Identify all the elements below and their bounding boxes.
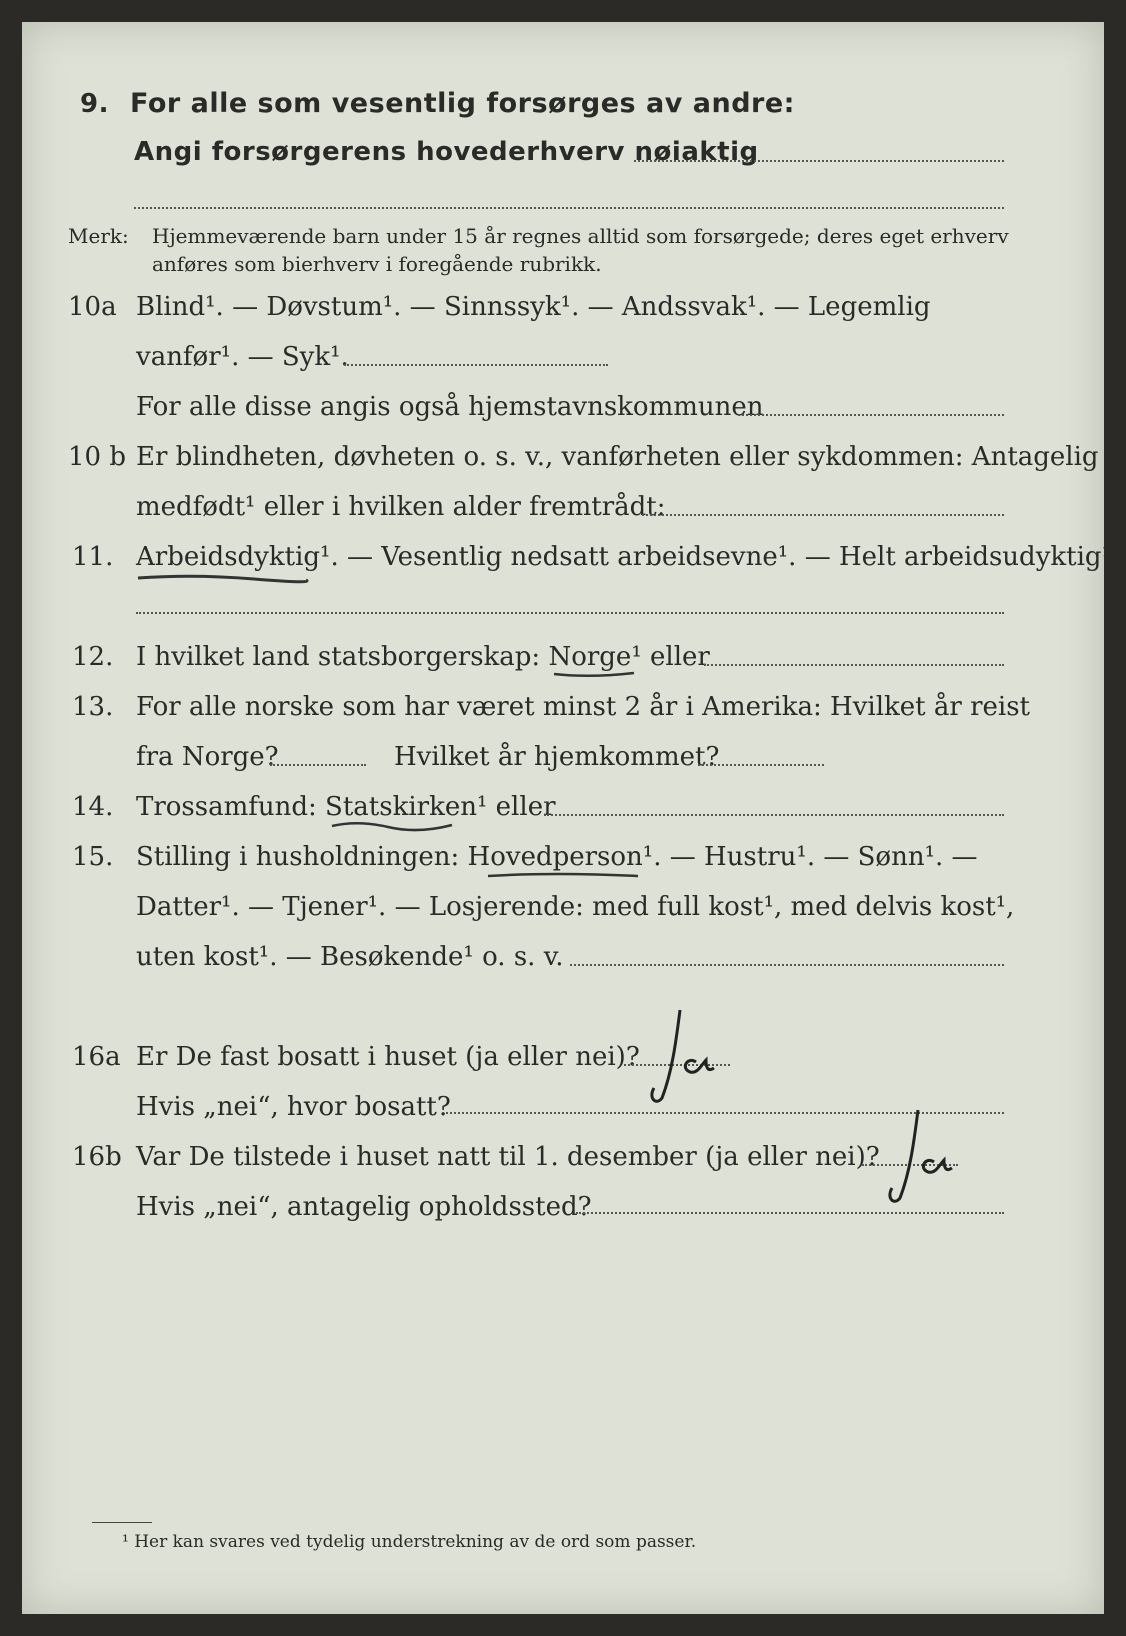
q10b-number: 10 b (68, 442, 126, 472)
q10b-text-1: Er blindheten, døvheten o. s. v., vanførheten eller sykdommen: Antagelig (136, 442, 1099, 472)
q14-number: 14. (72, 792, 114, 822)
q9-answer-line (634, 160, 1004, 162)
q10b-answer-line (642, 514, 1004, 516)
q16b-handwritten-answer (858, 1102, 968, 1212)
q10a-kommune-line (738, 414, 1004, 416)
q16a-text-1: Er De fast bosatt i huset (ja eller nei)? (136, 1042, 640, 1072)
q15-text-3: uten kost¹. — Besøkende¹ o. s. v. (136, 942, 564, 972)
q9-answer-line-2 (134, 207, 1004, 209)
q11-underline-mark (134, 570, 314, 590)
footnote: ¹ Her kan svares ved tydelig understrekning av de ord som passer. (122, 1532, 697, 1552)
q11-text: Arbeidsdyktig¹. — Vesentlig nedsatt arbeidsevne¹. — Helt arbeidsudyktig¹. (136, 542, 1121, 572)
merk-label: Merk: (68, 224, 129, 248)
q16b-number: 16b (72, 1142, 122, 1172)
q14-answer-line (544, 814, 1004, 816)
footnote-rule (92, 1522, 152, 1523)
q10a-text-3: For alle disse angis også hjemstavnskommunen (136, 392, 764, 422)
q15-underline-mark (484, 868, 644, 884)
q12-number: 12. (72, 642, 114, 672)
q10a-text-2: vanfør¹. — Syk¹. (136, 342, 349, 372)
q16b-opholdssted-line (576, 1212, 1004, 1214)
q13-number: 13. (72, 692, 114, 722)
q9-heading: For alle som vesentlig forsørges av andre: (130, 88, 795, 119)
q9-label: Angi forsørgerens hovederhverv nøiaktig (134, 137, 759, 167)
q15-number: 15. (72, 842, 114, 872)
q12-text: I hvilket land statsborgerskap: Norge¹ eller (136, 642, 710, 672)
q13-text-2b: Hvilket år hjemkommet? (394, 742, 720, 772)
q10a-number: 10a (68, 292, 117, 322)
merk-text-1: Hjemmeværende barn under 15 år regnes alltid som forsørgede; deres eget erhverv (152, 224, 1009, 248)
q16a-handwritten-answer (622, 1002, 732, 1112)
q16a-text-2: Hvis „nei“, hvor bosatt? (136, 1092, 451, 1122)
q11-answer-line (136, 612, 1004, 614)
q13-text-1: For alle norske som har været minst 2 år i Amerika: Hvilket år reist (136, 692, 1030, 722)
q11-number: 11. (72, 542, 114, 572)
q12-underline-mark (550, 668, 640, 682)
q14-underline-mark (328, 818, 458, 836)
q13-hjemkommet-line (698, 764, 824, 766)
merk-text-2: anføres som bierhverv i foregående rubrikk. (152, 252, 602, 276)
q16a-number: 16a (72, 1042, 121, 1072)
q16b-text-1: Var De tilstede i huset natt til 1. desember (ja eller nei)? (136, 1142, 880, 1172)
q13-reist-line (270, 764, 366, 766)
q15-answer-line (570, 964, 1004, 966)
form-page (22, 22, 1121, 1614)
q10b-text-2: medfødt¹ eller i hvilken alder fremtrådt: (136, 492, 666, 522)
q10a-text-1: Blind¹. — Døvstum¹. — Sinnssyk¹. — Andssvak¹. — Legemlig (136, 292, 931, 322)
q14-text: Trossamfund: Statskirken¹ eller (136, 792, 556, 822)
q13-text-2a: fra Norge? (136, 742, 279, 772)
q15-text-1: Stilling i husholdningen: Hovedperson¹. — Hustru¹. — Sønn¹. — (136, 842, 978, 872)
q15-text-2: Datter¹. — Tjener¹. — Losjerende: med full kost¹, med delvis kost¹, (136, 892, 1015, 922)
q10a-answer-line (344, 364, 608, 366)
q9-number: 9. (80, 89, 109, 119)
q16b-text-2: Hvis „nei“, antagelig opholdssted? (136, 1192, 592, 1222)
q12-answer-line (704, 664, 1004, 666)
